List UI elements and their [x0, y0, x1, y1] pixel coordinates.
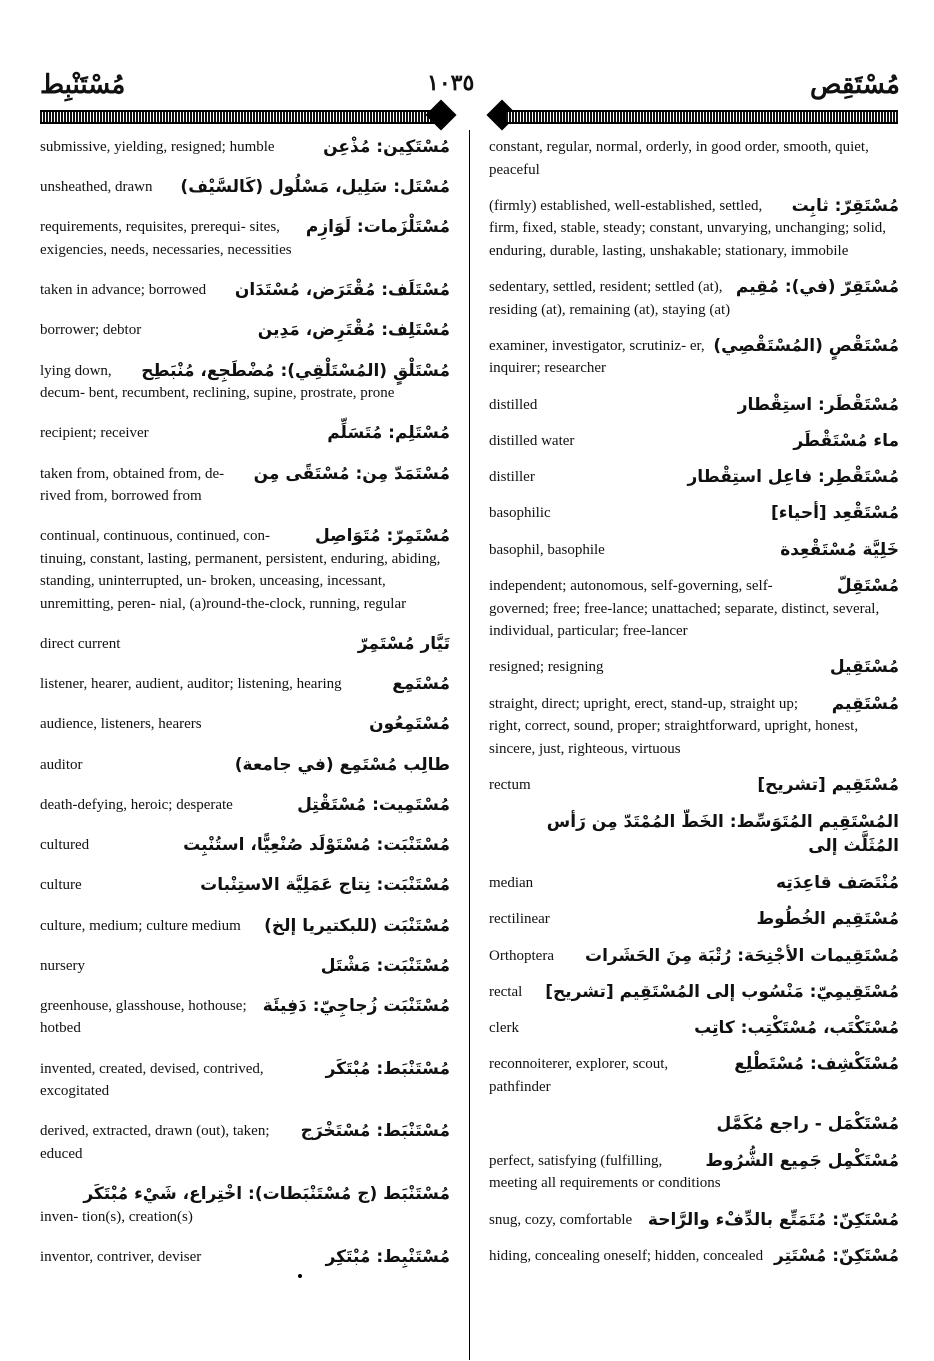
dictionary-entry	[40, 673, 450, 696]
arabic-headword: طالِب مُسْتَمِع (في جامعة)	[234, 754, 450, 775]
arabic-headword: مُسْتَكِين: مُذْعِن	[323, 137, 450, 157]
arabic-headword: مُسْتَكِنّ: مُسْتَتِر	[774, 1245, 899, 1266]
dictionary-entry	[489, 945, 899, 968]
arabic-headword: مُسْتَمِع	[392, 674, 450, 695]
arabic-headword: مُسْتَنْبَت (للبكتيريا إلخ)	[264, 915, 450, 936]
english-definition: direct current	[40, 635, 121, 652]
dictionary-entry	[489, 502, 899, 525]
dictionary-entry	[489, 430, 899, 453]
english-definition: taken from, obtained from, de- rived from, borrowed from	[40, 465, 225, 505]
arabic-headword: ماء مُسْتَقْطَر	[793, 430, 899, 451]
english-definition: distilled water	[489, 432, 575, 449]
dictionary-entry	[40, 463, 450, 508]
arabic-headword: مُسْتَقْطِر: فاعِل استِقْطار	[687, 467, 899, 488]
english-definition: audience, listeners, hearers	[40, 716, 202, 733]
arabic-headword: مُسْتَكْمَل - راجع مُكَمَّل	[716, 1114, 899, 1135]
dictionary-entry	[40, 915, 450, 938]
english-definition: constant, regular, normal, orderly, in good order, smooth, quiet, peaceful	[489, 139, 869, 178]
english-definition: sedentary, settled, resident; settled (at), residing (at), remaining (at), staying (at)	[489, 279, 731, 318]
arabic-headword: مُسْتَلِف: مُقْتَرِض، مَدِين	[257, 320, 450, 341]
dictionary-entry	[40, 713, 450, 736]
dictionary-entry	[489, 693, 899, 761]
arabic-headword: مُسْتَقْعِد [أحياء]	[771, 503, 899, 524]
english-definition: hiding, concealing oneself; hidden, concealed	[489, 1247, 764, 1264]
dictionary-entry	[40, 995, 450, 1040]
english-definition: borrower; debtor	[40, 322, 142, 339]
english-definition: unsheathed, drawn	[40, 179, 153, 196]
english-definition: auditor	[40, 756, 83, 773]
dictionary-entry	[40, 1246, 450, 1269]
dictionary-entry	[40, 1058, 450, 1103]
arabic-headword: مُسْتَمِيت: مُسْتَقْتِل	[297, 794, 450, 815]
dictionary-entry	[40, 216, 450, 261]
english-definition: independent; autonomous, self-governing, self- governed; free; free-lance; unattached; separate, distinct, several, individual, particular; free-lancer	[489, 578, 880, 640]
dictionary-entry	[489, 656, 899, 679]
english-definition: derived, extracted, drawn (out), taken; educed	[40, 1123, 270, 1162]
english-definition: reconnoiterer, explorer, scout, pathfinder	[489, 1056, 669, 1095]
diamond-ornament-left	[425, 99, 456, 130]
dictionary-entry	[489, 872, 899, 895]
dictionary-entry	[489, 981, 899, 1004]
english-definition: (firmly) established, well-established, settled, firm, fixed, stable, steady; constant, unvarying, unchanging; solid, enduring, durable, lasting, unshakable; stationary, immobile	[489, 197, 887, 259]
english-definition: submissive, yielding, resigned; humble	[40, 139, 275, 155]
dictionary-entry	[489, 575, 899, 643]
arabic-headword: مُسْتَنْبَت: نِتاج عَمَلِيَّة الاستِنْبات	[200, 875, 450, 896]
arabic-headword: تَيَّار مُسْتَمِرّ	[357, 633, 450, 654]
english-definition: listener, hearer, audient, auditor; listening, hearing	[40, 676, 342, 693]
english-definition: culture	[40, 877, 82, 894]
dictionary-entry	[40, 754, 450, 777]
arabic-headword: مُسْتَكْشِف: مُسْتَطْلِع	[734, 1054, 899, 1075]
english-definition: culture, medium; culture medium	[40, 917, 241, 934]
dictionary-entry	[489, 195, 899, 263]
arabic-headword: مُسْتَلْزَمات: لَوَازِم	[305, 217, 450, 238]
dictionary-entry	[489, 136, 899, 181]
dictionary-entry	[489, 908, 899, 931]
english-definition: clerk	[489, 1020, 519, 1037]
dictionary-entry	[489, 774, 899, 797]
arabic-headword: مُسْتَكِنّ: مُتَمَتِّع بالدِّفْء والرَّاحة	[647, 1209, 899, 1230]
english-definition: snug, cozy, comfortable	[489, 1211, 633, 1228]
arabic-headword: مُنْتَصَف قاعِدَتِه	[776, 872, 899, 893]
arabic-headword: مُسْتَلِم: مُتَسَلِّم	[327, 423, 450, 444]
left-column	[40, 136, 450, 1296]
dictionary-entry	[40, 176, 450, 199]
dictionary-entry	[40, 319, 450, 342]
dictionary-entry	[489, 810, 899, 858]
dictionary-entry	[489, 1053, 899, 1098]
arabic-headword: مُسْتَقِرّ: ثابِت	[791, 195, 899, 216]
arabic-headword: مُسْتَقِلّ	[836, 576, 899, 597]
english-definition: cultured	[40, 837, 90, 854]
english-definition: Orthoptera	[489, 947, 554, 964]
arabic-headword: مُسْتَقِيم	[831, 693, 899, 714]
arabic-headword: مُسْتَقِرّ (في): مُقِيم	[735, 277, 899, 298]
arabic-headword: مُسْتَقْطَر: استِقْطار	[737, 394, 899, 415]
arabic-headword: مُسْتَقِيمِيّ: مَنْسُوب إلى المُسْتَقِيم [تشريح]	[545, 981, 899, 1002]
arabic-headword: مُسْتَلَف: مُقْتَرَض، مُسْتَدَان	[234, 280, 450, 301]
arabic-headword: مُسْتَقْصٍ (المُسْتَقْصِي)	[713, 335, 899, 356]
dictionary-entry	[489, 394, 899, 417]
dictionary-entry	[40, 874, 450, 897]
dictionary-entry	[40, 1120, 450, 1165]
english-definition: basophil, basophile	[489, 541, 605, 558]
arabic-headword: المُسْتَقِيم المُتَوَسِّط: الخَطّ المُمْتَدّ مِن رَأس المُثَلَّث إلى	[546, 812, 899, 857]
page-dot	[298, 1274, 302, 1278]
header-rule-left	[40, 110, 436, 124]
arabic-headword: مُسْتَكْتَب، مُسْتَكْتِب: كاتِب	[694, 1018, 899, 1039]
dictionary-entry	[489, 276, 899, 321]
arabic-headword: مُسْتَمِعُون	[369, 714, 450, 735]
english-definition: median	[489, 874, 534, 891]
english-definition: resigned; resigning	[489, 659, 604, 676]
english-definition: greenhouse, glasshouse, hothouse; hotbed	[40, 997, 247, 1037]
arabic-headword: مُسْتَنْبِط: مُبْتَكِر	[325, 1246, 450, 1267]
dictionary-entry	[489, 1209, 899, 1232]
arabic-headword: مُسْتَمَدّ مِن: مُسْتَقًى مِن	[253, 463, 450, 484]
guide-word-right: مُسْتَقِص	[810, 70, 900, 100]
dictionary-entry	[40, 633, 450, 656]
english-definition: continual, continuous, continued, con- tinuing, constant, lasting, permanent, persistent, enduring, abiding, standing, uninterrupted, un- broken, unceasing, incessant, unremitting, peren- nial, (a)round-the-clock, running, regular	[40, 528, 441, 612]
english-definition: nursery	[40, 957, 85, 974]
right-column	[489, 136, 899, 1296]
english-definition: rectilinear	[489, 911, 550, 928]
page-header	[0, 70, 934, 100]
english-definition: taken in advance; borrowed	[40, 282, 207, 299]
english-definition: distiller	[489, 469, 535, 486]
arabic-headword: مُسْتَل: سَلِيل، مَسْلُول (كَالسَّيْف)	[180, 177, 450, 198]
english-definition: recipient; receiver	[40, 425, 149, 442]
dictionary-entry	[40, 525, 450, 615]
english-definition: basophilic	[489, 505, 551, 522]
dictionary-entry	[40, 1183, 450, 1228]
english-definition: examiner, investigator, scrutiniz- er, inquirer; researcher	[489, 337, 705, 377]
english-definition: distilled	[489, 396, 538, 413]
arabic-headword: مُسْتَقِيل	[829, 657, 899, 678]
guide-word-left: مُسْتَنْبِط	[40, 70, 126, 100]
english-definition: inventor, contriver, deviser	[40, 1248, 202, 1265]
dictionary-entry	[489, 1112, 899, 1136]
english-definition: perfect, satisfying (fulfilling, meeting all requirements or conditions	[489, 1152, 721, 1192]
dictionary-entry	[40, 834, 450, 857]
dictionary-entry	[489, 1017, 899, 1040]
arabic-headword: مُسْتَنْبَت زُجاجِيّ: دَفِيئَة	[262, 995, 450, 1016]
dictionary-entry	[489, 539, 899, 562]
header-rule-right	[506, 110, 898, 124]
arabic-headword: مُسْتَنْبَط: مُبْتَكَر	[325, 1058, 450, 1079]
arabic-headword: مُسْتَنْبَط: مُسْتَخْرَج	[300, 1121, 450, 1142]
dictionary-entry	[40, 136, 450, 159]
arabic-headword: مُسْتَقِيم [تشريح]	[757, 774, 899, 795]
english-definition: inven- tion(s), creation(s)	[40, 1208, 193, 1225]
arabic-headword: مُسْتَقِيم الخُطُوط	[756, 909, 899, 930]
english-definition: death-defying, heroic; desperate	[40, 796, 233, 813]
arabic-headword: مُسْتَمِرّ: مُتَوَاصِل	[314, 526, 450, 547]
page-number: ١٠٣٥	[427, 70, 475, 96]
dictionary-entry	[40, 422, 450, 445]
arabic-headword: مُسْتَقِيمات الأجْنِحَة: رُتْبَة مِنَ الحَشَرات	[584, 945, 899, 966]
arabic-headword: مُسْتَنْبَط (ج مُسْتَنْبَطات): اخْتِراع، شَيْء مُبْتَكَر	[83, 1184, 450, 1205]
english-definition: requirements, requisites, prerequi- sites, exigencies, needs, necessaries, necessities	[40, 219, 292, 258]
column-divider	[469, 130, 470, 1360]
dictionary-entry	[489, 1150, 899, 1195]
arabic-headword: مُسْتَكْمِل جَمِيع الشُّرُوط	[705, 1150, 899, 1171]
arabic-headword: خَلِيَّة مُسْتَقْعِدة	[780, 539, 899, 560]
dictionary-entry	[489, 466, 899, 489]
english-definition: straight, direct; upright, erect, stand-up, straight up; right, correct, sound, proper; straightforward, upright, honest, sincere, just, righteous, virtuous	[489, 695, 859, 757]
english-definition: lying down, decum- bent, recumbent, reclining, supine, prostrate, prone	[40, 362, 395, 402]
dictionary-entry	[40, 955, 450, 978]
arabic-headword: مُسْتَنْبَت: مُسْتَوْلَد صُنْعِيًّا، استُنْبِت	[183, 835, 450, 856]
dictionary-entry	[40, 794, 450, 817]
arabic-headword: مُسْتَنْبَت: مَشْتَل	[320, 955, 450, 976]
english-definition: invented, created, devised, contrived, excogitated	[40, 1060, 264, 1100]
english-definition: rectal	[489, 983, 523, 1000]
dictionary-entry	[489, 1245, 899, 1268]
arabic-headword: مُسْتَلْقٍ (المُسْتَلْقِي): مُضْطَجِع، مُنْبَطِح	[141, 360, 450, 381]
dictionary-entry	[40, 279, 450, 302]
dictionary-entry	[489, 335, 899, 380]
english-definition: rectum	[489, 776, 531, 793]
dictionary-entry	[40, 360, 450, 405]
